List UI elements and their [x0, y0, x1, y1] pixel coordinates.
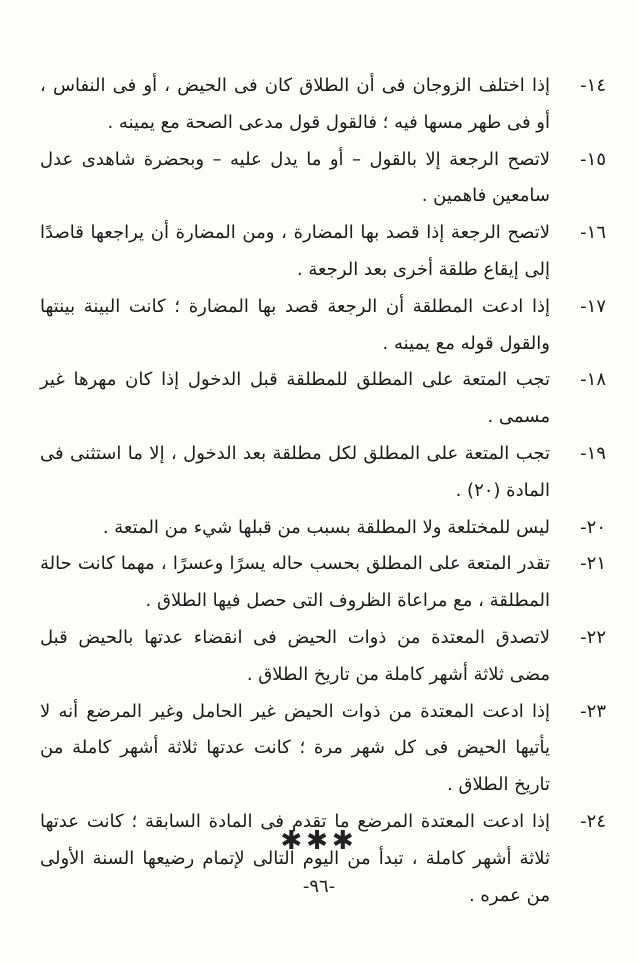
article-number: ١٥-	[580, 148, 606, 170]
article-18	[40, 362, 606, 436]
article-text: لاتصح الرجعة إلا بالقول – أو ما يدل عليه – وبحضرة شاهدى عدل سامعين فاهمين .	[40, 148, 550, 207]
article-15	[40, 142, 606, 216]
article-number: ٢٢-	[580, 626, 606, 648]
article-number: ١٦-	[580, 222, 606, 244]
article-number: ١٤-	[580, 75, 606, 96]
article-text: تقدر المتعة على المطلق بحسب حاله يسرًا وعسرًا ، مهما كانت حالة المطلقة ، مع مراعاة الظروف التى حصل فيها الطلاق .	[40, 553, 550, 612]
article-text: إذا اختلف الزوجان فى أن الطلاق كان فى الحيض ، أو فى النفاس ، أو فى طهر مسها فيه ؛ فالقول قول مدعى الصحة مع يمينه .	[40, 75, 550, 133]
article-number: ١٩-	[580, 442, 606, 464]
article-number: ٢٤-	[580, 810, 606, 832]
article-16	[40, 215, 606, 289]
article-14	[40, 68, 606, 142]
section-separator: ✱✱✱	[280, 826, 358, 856]
article-17	[40, 289, 606, 363]
article-text: إذا ادعت المطلقة أن الرجعة قصد بها المضارة ؛ كانت البينة بينتها والقول قوله مع يمينه .	[40, 295, 550, 354]
article-text: تجب المتعة على المطلق لكل مطلقة بعد الدخول ، إلا ما استثنى فى المادة (٢٠) .	[40, 442, 550, 501]
article-24	[40, 804, 606, 914]
article-text: ليس للمختلعة ولا المطلقة بسبب من قبلها شيء من المتعة .	[102, 516, 550, 538]
article-23	[40, 694, 606, 804]
article-number: ١٨-	[580, 369, 606, 391]
page-number: -٩٦-	[302, 876, 336, 897]
article-text: لاتصح الرجعة إذا قصد بها المضارة ، ومن المضارة أن يراجعها قاصدًا إلى إيقاع طلقة أخرى بعد الرجعة .	[40, 222, 550, 280]
article-number: ٢١-	[580, 553, 606, 575]
article-text: لاتصدق المعتدة من ذوات الحيض فى انقضاء عدتها بالحيض قبل مضى ثلاثة أشهر كاملة من تاريخ الطلاق .	[40, 626, 550, 685]
article-number: ٢٣-	[580, 700, 606, 722]
article-number: ١٧-	[580, 295, 606, 317]
article-19	[40, 436, 606, 510]
article-text: إذا ادعت المعتدة من ذوات الحيض غير الحامل وغير المرضع أنه لا يأتيها الحيض فى كل شهر مرة ؛ كانت عدتها ثلاثة أشهر كاملة من تاريخ الطلاق .	[40, 700, 550, 796]
article-number: ٢٠-	[580, 516, 606, 538]
article-text: تجب المتعة على المطلق للمطلقة قبل الدخول إذا كان مهرها غير مسمى .	[40, 369, 550, 428]
article-20	[40, 510, 606, 547]
articles-list	[40, 68, 606, 914]
article-text: إذا ادعت المعتدة المرضع ما تقدم فى المادة السابقة ؛ كانت عدتها ثلاثة أشهر كاملة ، تبدأ من اليوم التالى لإتمام رضيعها السنة الأولى من عمره .	[40, 810, 550, 906]
article-21	[40, 546, 606, 620]
article-22	[40, 620, 606, 694]
